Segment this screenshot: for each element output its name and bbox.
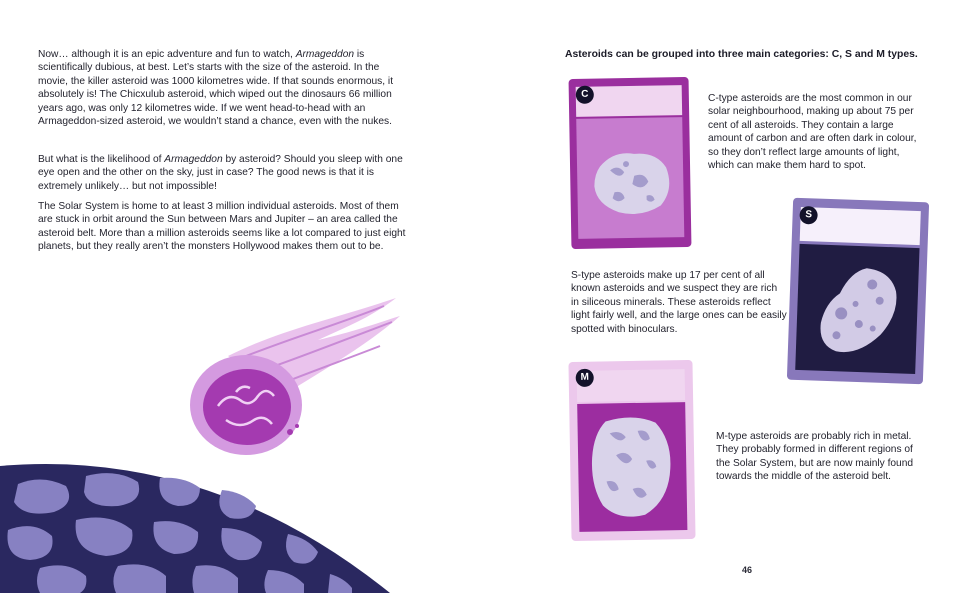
text-span: by asteroid? Should you sleep with one eye open and the other on the sky, just in case? The good news is that it is extremely unlikely… but not impossible! — [38, 154, 403, 192]
movie-title: Armageddon — [164, 154, 223, 165]
page-number: 46 — [742, 565, 753, 575]
planet-illustration — [0, 464, 390, 593]
paragraph-solar-system: The Solar System is home to at least 3 million individual asteroids. Most of them are stuck in orbit around the Sun between Mars and Jupiter – an area called the asteroid belt. More than a million asteroids seems like a lot compared to just eight planets, but they really aren’t the monsters Hollywood makes them out to be. — [38, 201, 406, 253]
paragraph-likelihood — [38, 153, 410, 193]
card-header — [800, 207, 921, 245]
c-type-asteroid-icon — [590, 145, 675, 218]
categories-heading: Asteroids can be grouped into three main categories: C, S and M types. — [565, 49, 918, 60]
text-span: Now… although it is an epic adventure and fun to watch, — [38, 49, 296, 60]
s-type-card — [787, 198, 929, 385]
s-type-asteroid-icon — [814, 263, 903, 362]
comet-illustration — [190, 298, 400, 455]
s-type-description: S-type asteroids make up 17 per cent of all known asteroids and we suspect they are rich in siliceous minerals. These asteroids reflect light fairly well, and the large ones can be easily spotted with binoculars. — [571, 270, 787, 335]
c-type-card — [569, 77, 692, 249]
c-type-description: C-type asteroids are the most common in our solar neighbourhood, making up about 75 per cent of all asteroids. They contain a large amount of carbon and are often dark in colour, so they don’t reflect large amounts of light, which can make them hard to spot. — [708, 93, 917, 172]
text-span: But what is the likelihood of — [38, 154, 165, 165]
paragraph-armageddon-size — [38, 48, 410, 128]
m-type-description: M-type asteroids are probably rich in metal. They probably formed in different regions of the Solar System, but are now mainly found towards the middle of the asteroid belt. — [716, 431, 914, 483]
s-type-badge: S — [799, 206, 818, 225]
m-type-asteroid-icon — [585, 410, 677, 522]
text-span: is scientifically dubious, at best. Let’s starts with the size of the asteroid. In the movie, the killer asteroid was 1000 kilometres wide. If that sounds enormous, it absolutely is! The Chicxulub asteroid, which wiped out the dinosaurs 66 million years ago, was only 12 kilometres wide. If we went head-to-head with an Armageddon-sized asteroid, we wouldn’t stand a chance, even with the nukes. — [38, 49, 394, 128]
m-type-badge: M — [576, 369, 594, 387]
c-type-badge: C — [576, 86, 594, 104]
movie-title: Armageddon — [295, 49, 355, 60]
m-type-card — [568, 360, 695, 541]
